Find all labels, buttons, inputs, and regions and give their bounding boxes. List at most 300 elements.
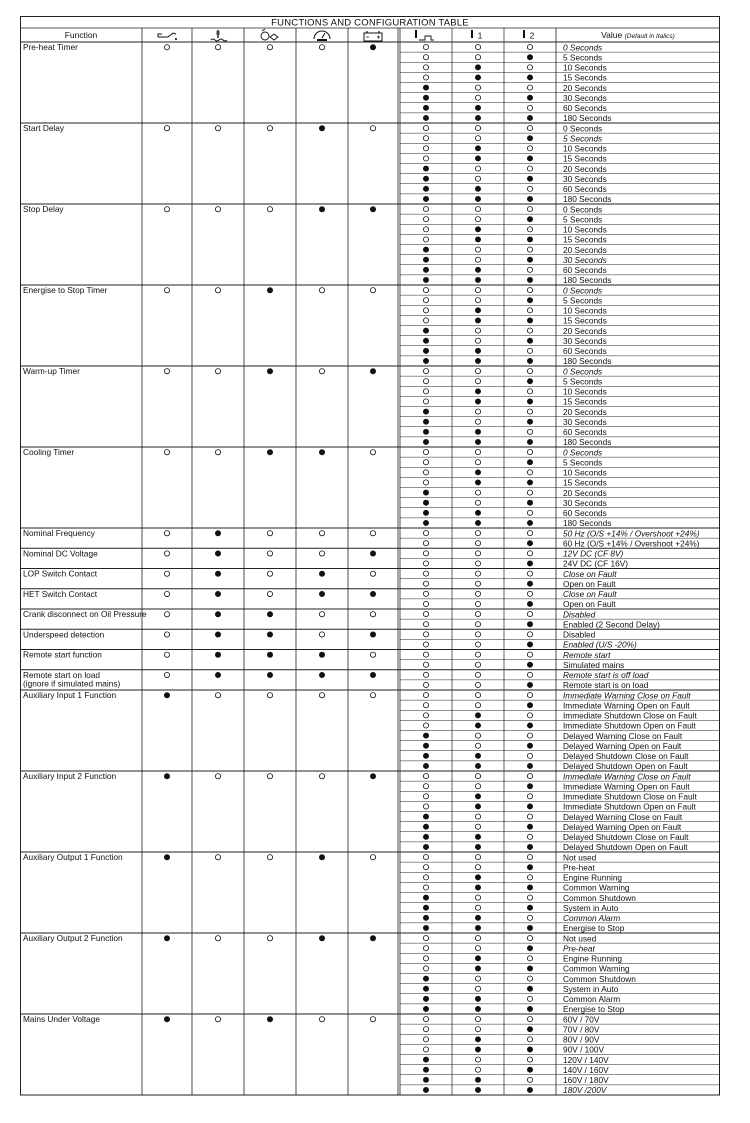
config-switch-dot — [423, 65, 428, 70]
value-option: 24V DC (CF 16V) — [563, 558, 629, 569]
value-option: Delayed Shutdown Close on Fault — [563, 751, 689, 762]
dip-switch-dot — [215, 936, 220, 941]
value-option: 60 Seconds — [563, 346, 607, 357]
config-switch-dot — [527, 692, 532, 697]
coolant-temperature-icon — [211, 30, 227, 41]
value-option: Engine Running — [563, 872, 623, 883]
config-switch-dot — [423, 348, 428, 353]
config-switch-dot — [475, 773, 480, 778]
config-switch-dot — [527, 1057, 532, 1062]
config-switch-dot — [475, 470, 480, 475]
value-default: Close on Fault — [563, 589, 617, 600]
function-name: Underspeed detection — [23, 629, 105, 640]
dip-switch-dot — [319, 591, 324, 596]
dip-switch-dot — [267, 571, 272, 576]
dip-switch-dot — [164, 45, 169, 50]
dip-switch-dot — [215, 551, 220, 556]
config-switch-dot — [475, 561, 480, 566]
config-switch-dot — [475, 601, 480, 606]
value-option: Immediate Shutdown Close on Fault — [563, 791, 697, 802]
config-switch-dot — [475, 1057, 480, 1062]
dip-switch-dot — [215, 126, 220, 131]
value-option: Remote start is on load — [563, 680, 649, 691]
dip-switch-dot — [164, 855, 169, 860]
value-option: 70V / 80V — [563, 1024, 600, 1035]
dip-switch-dot — [319, 855, 324, 860]
config-switch-dot — [475, 1037, 480, 1042]
config-switch-dot — [423, 1067, 428, 1072]
config-switch-dot — [527, 1077, 532, 1082]
config-switch-dot — [423, 490, 428, 495]
config-switch-dot — [527, 510, 532, 515]
config-switch-dot — [423, 804, 428, 809]
config-switch-dot — [475, 824, 480, 829]
config-switch-dot — [475, 976, 480, 981]
config-switch-dot — [423, 986, 428, 991]
config-switch-dot — [423, 95, 428, 100]
value-option: 180 Seconds — [563, 113, 612, 124]
dip-switch-dot — [319, 45, 324, 50]
config-switch-dot — [423, 237, 428, 242]
value-option: 180 Seconds — [563, 437, 612, 448]
config-switch-dot — [423, 672, 428, 677]
config-switch-dot — [423, 85, 428, 90]
config-switch-dot — [423, 358, 428, 363]
config-switch-dot — [475, 1006, 480, 1011]
value-default: Immediate Warning Close on Fault — [563, 771, 691, 782]
value-option: 10 Seconds — [563, 305, 607, 316]
config-switch-dot — [475, 733, 480, 738]
config-switch-dot — [475, 622, 480, 627]
function-name: Remote start function — [23, 649, 102, 660]
config-switch-dot — [527, 277, 532, 282]
dip-switch-dot — [215, 288, 220, 293]
value-option: 60 Seconds — [563, 508, 607, 519]
config-switch-dot — [527, 156, 532, 161]
config-switch-dot — [475, 885, 480, 890]
dip-switch-dot — [164, 632, 169, 637]
config-switch-dot — [475, 500, 480, 505]
config-switch-dot — [475, 915, 480, 920]
config-switch-dot — [475, 510, 480, 515]
config-switch-dot — [423, 186, 428, 191]
config-switch-dot — [475, 176, 480, 181]
config-switch-dot — [423, 55, 428, 60]
config-switch-dot — [475, 875, 480, 880]
dip-switch-dot — [164, 672, 169, 677]
config-switch-dot — [527, 784, 532, 789]
config-switch-dot — [527, 804, 532, 809]
config-switch-dot — [475, 217, 480, 222]
value-option: 5 Seconds — [563, 52, 603, 63]
config-switch-dot — [423, 885, 428, 890]
config-switch-dot — [475, 703, 480, 708]
config-switch-dot — [527, 490, 532, 495]
config-switch-dot — [527, 672, 532, 677]
config-switch-dot — [475, 925, 480, 930]
dip-switch-dot — [215, 369, 220, 374]
dip-switch-dot — [319, 632, 324, 637]
value-option: Delayed Shutdown Open on Fault — [563, 842, 688, 853]
config-switch-dot — [475, 784, 480, 789]
value-option: 15 Seconds — [563, 315, 607, 326]
config-switch-dot — [527, 773, 532, 778]
value-option: 60 Seconds — [563, 265, 607, 276]
config-switch-dot — [527, 642, 532, 647]
value-option: Common Shutdown — [563, 973, 636, 984]
dip-switch-dot — [164, 652, 169, 657]
config-switch-dot — [475, 814, 480, 819]
value-option: 60 Seconds — [563, 103, 607, 114]
config-switch-dot — [475, 642, 480, 647]
config-switch-dot — [527, 865, 532, 870]
config-switch-dot — [527, 500, 532, 505]
dip-switch-dot — [164, 774, 169, 779]
value-option: 140V / 160V — [563, 1064, 609, 1075]
config-switch-dot — [475, 44, 480, 49]
config-switch-dot — [423, 419, 428, 424]
config-switch-dot — [423, 389, 428, 394]
value-option: Immediate Shutdown Open on Fault — [563, 720, 696, 731]
config-switch-dot — [475, 632, 480, 637]
config-switch-dot — [527, 1016, 532, 1021]
config-switch-dot — [423, 581, 428, 586]
function-header: Function — [64, 30, 98, 40]
config-switch-dot — [423, 611, 428, 616]
config-switch-dot — [527, 622, 532, 627]
value-option: 120V / 140V — [563, 1054, 609, 1065]
value-option: 5 Seconds — [563, 457, 603, 468]
value-option: 10 Seconds — [563, 386, 607, 397]
config-switch-dot — [423, 368, 428, 373]
config-switch-dot — [527, 601, 532, 606]
config-switch-dot — [423, 298, 428, 303]
config-switch-dot — [475, 65, 480, 70]
value-option: 180 Seconds — [563, 356, 612, 367]
dip-switch-dot — [370, 612, 375, 617]
config-switch-dot — [475, 956, 480, 961]
dip-switch-dot — [319, 369, 324, 374]
config-switch-dot — [423, 318, 428, 323]
value-option: 90V / 100V — [563, 1044, 605, 1055]
value-default: 0 Seconds — [563, 42, 603, 53]
value-default: 0 Seconds — [563, 285, 603, 296]
config-switch-dot — [475, 247, 480, 252]
config-switch-dot — [475, 409, 480, 414]
config-switch-dot — [527, 713, 532, 718]
config-switch-dot — [423, 1037, 428, 1042]
value-option: 5 Seconds — [563, 295, 603, 306]
config-switch-dot — [527, 561, 532, 566]
value-option: 0 Seconds — [563, 204, 603, 215]
dip-switch-dot — [267, 45, 272, 50]
value-option: 5 Seconds — [563, 214, 603, 225]
config-switch-dot — [527, 166, 532, 171]
value-default: 5 Seconds — [563, 133, 603, 144]
config-switch-dot — [475, 156, 480, 161]
config-switch-dot — [527, 1027, 532, 1032]
config-switch-dot — [475, 794, 480, 799]
function-name: Nominal DC Voltage — [23, 548, 98, 559]
config-switch-dot — [423, 439, 428, 444]
value-header-note: (Default in Italics) — [624, 33, 675, 40]
config-switch-dot — [527, 703, 532, 708]
dip-switch-dot — [267, 551, 272, 556]
config-switch-dot — [527, 480, 532, 485]
config-switch-dot — [475, 672, 480, 677]
config-switch-dot — [527, 814, 532, 819]
dip-switch-dot — [319, 936, 324, 941]
config-switch-dot — [527, 247, 532, 252]
config-switch-dot — [527, 318, 532, 323]
value-option: Delayed Warning Close on Fault — [563, 730, 683, 741]
dip-switch-dot — [319, 207, 324, 212]
value-option: 15 Seconds — [563, 153, 607, 164]
config-switch-dot — [475, 1027, 480, 1032]
config-switch-dot — [423, 794, 428, 799]
dip-switch-dot — [267, 1017, 272, 1022]
value-default: 30 Seconds — [563, 254, 607, 265]
dip-switch-dot — [370, 591, 375, 596]
config-switch-dot — [423, 956, 428, 961]
value-option: 20 Seconds — [563, 244, 607, 255]
value-option: Delayed Warning Close on Fault — [563, 811, 683, 822]
config-switch-dot — [527, 834, 532, 839]
config-switch-dot — [475, 429, 480, 434]
dip-switch-dot — [319, 288, 324, 293]
function-name: Cooling Timer — [23, 447, 75, 457]
config-switch-dot — [527, 733, 532, 738]
config-switch-dot — [527, 217, 532, 222]
config-switch-dot — [527, 65, 532, 70]
crank-disconnect-icon — [261, 29, 278, 40]
config-switch-dot — [527, 763, 532, 768]
value-option: 20 Seconds — [563, 82, 607, 93]
config-switch-dot — [527, 996, 532, 1001]
dip-switch-dot — [370, 288, 375, 293]
config-switch-dot — [475, 652, 480, 657]
dip-switch-dot — [215, 207, 220, 212]
table-title: FUNCTIONS AND CONFIGURATION TABLE — [271, 17, 469, 29]
config-switch-dot — [423, 784, 428, 789]
configuration-table — [20, 16, 720, 1102]
config-switch-dot — [527, 915, 532, 920]
config-switch-dot — [423, 277, 428, 282]
config-switch-dot — [527, 986, 532, 991]
dip-switch-dot — [215, 531, 220, 536]
value-option: 0 Seconds — [563, 123, 603, 134]
switch-2-icon — [524, 30, 535, 41]
function-name: Start Delay — [23, 123, 65, 133]
value-option: Open on Fault — [563, 578, 616, 589]
config-switch-dot — [475, 298, 480, 303]
config-switch-dot — [475, 480, 480, 485]
dip-switch-dot — [215, 571, 220, 576]
config-switch-dot — [423, 75, 428, 80]
config-switch-dot — [475, 743, 480, 748]
config-switch-dot — [527, 530, 532, 535]
config-switch-dot — [527, 176, 532, 181]
config-switch-dot — [423, 915, 428, 920]
config-switch-dot — [423, 470, 428, 475]
config-switch-dot — [475, 571, 480, 576]
dip-switch-dot — [267, 672, 272, 677]
dip-switch-dot — [215, 632, 220, 637]
value-option: 60 Hz (O/S +14% / Overshoot +24%) — [563, 538, 700, 549]
config-switch-dot — [475, 227, 480, 232]
config-switch-dot — [527, 895, 532, 900]
config-switch-dot — [475, 146, 480, 151]
dip-switch-dot — [370, 207, 375, 212]
oil-pressure-icon — [158, 33, 177, 40]
config-switch-dot — [527, 520, 532, 525]
dip-switch-dot — [370, 632, 375, 637]
config-switch-dot — [527, 308, 532, 313]
config-switch-dot — [423, 946, 428, 951]
config-switch-dot — [527, 1047, 532, 1052]
config-switch-dot — [527, 460, 532, 465]
config-switch-dot — [423, 196, 428, 201]
value-option: Simulated mains — [563, 659, 625, 670]
dip-switch-dot — [215, 693, 220, 698]
config-switch-dot — [423, 44, 428, 49]
config-switch-dot — [527, 409, 532, 414]
config-switch-dot — [423, 520, 428, 525]
config-switch-dot — [527, 956, 532, 961]
config-switch-dot — [527, 611, 532, 616]
dip-switch-dot — [164, 693, 169, 698]
function-name: Auxiliary Input 1 Function — [23, 690, 117, 700]
config-switch-dot — [423, 642, 428, 647]
value-option: Open on Fault — [563, 599, 616, 610]
config-switch-dot — [423, 824, 428, 829]
config-switch-dot — [527, 348, 532, 353]
config-switch-dot — [475, 662, 480, 667]
value-default: Remote start is off load — [563, 670, 649, 681]
config-switch-dot — [475, 490, 480, 495]
dip-switch-dot — [215, 1017, 220, 1022]
functions-configuration-table — [20, 16, 720, 1102]
dip-switch-dot — [319, 571, 324, 576]
function-name: Crank disconnect on Oil Pressure — [23, 609, 147, 619]
config-switch-dot — [423, 692, 428, 697]
config-switch-dot — [423, 1006, 428, 1011]
config-switch-dot — [423, 844, 428, 849]
config-switch-dot — [475, 541, 480, 546]
dip-switch-dot — [370, 1017, 375, 1022]
config-switch-dot — [527, 55, 532, 60]
dip-switch-dot — [319, 693, 324, 698]
value-option: Disabled — [563, 629, 596, 640]
config-switch-dot — [423, 308, 428, 313]
value-option: Immediate Warning Open on Fault — [563, 700, 690, 711]
config-switch-dot — [423, 409, 428, 414]
config-switch-dot — [423, 227, 428, 232]
function-name: HET Switch Contact — [23, 588, 98, 599]
dip-switch-dot — [164, 551, 169, 556]
dip-switch-dot — [370, 369, 375, 374]
dip-switch-dot — [319, 450, 324, 455]
value-option: 30 Seconds — [563, 173, 607, 184]
dip-switch-dot — [267, 591, 272, 596]
config-switch-dot — [475, 318, 480, 323]
config-switch-dot — [423, 176, 428, 181]
config-switch-dot — [527, 743, 532, 748]
value-option: Delayed Warning Open on Fault — [563, 740, 682, 751]
config-switch-dot — [423, 601, 428, 606]
config-switch-dot — [423, 966, 428, 971]
config-switch-dot — [423, 217, 428, 222]
config-switch-dot — [475, 267, 480, 272]
config-switch-dot — [475, 85, 480, 90]
value-default: Enabled (U/S -20%) — [563, 639, 637, 650]
dip-switch-dot — [215, 774, 220, 779]
function-name: LOP Switch Contact — [23, 568, 98, 579]
dip-switch-dot — [267, 288, 272, 293]
dip-switch-dot — [215, 450, 220, 455]
function-name: Mains Under Voltage — [23, 1014, 101, 1024]
config-switch-dot — [527, 875, 532, 880]
function-name: Pre-heat Timer — [23, 42, 78, 52]
config-switch-dot — [527, 449, 532, 454]
config-switch-dot — [475, 206, 480, 211]
config-switch-dot — [527, 470, 532, 475]
value-option: 15 Seconds — [563, 396, 607, 407]
config-switch-dot — [423, 287, 428, 292]
config-switch-dot — [475, 581, 480, 586]
config-switch-dot — [475, 611, 480, 616]
config-switch-dot — [475, 905, 480, 910]
value-option: Not used — [563, 852, 597, 863]
dip-switch-dot — [370, 45, 375, 50]
config-switch-dot — [527, 581, 532, 586]
dip-switch-dot — [215, 855, 220, 860]
dip-switch-dot — [370, 693, 375, 698]
config-switch-dot — [423, 166, 428, 171]
value-default: Pre-heat — [563, 943, 595, 954]
config-switch-dot — [475, 287, 480, 292]
value-option: Common Alarm — [563, 994, 621, 1005]
config-switch-dot — [423, 510, 428, 515]
config-switch-dot — [527, 652, 532, 657]
value-option: 10 Seconds — [563, 62, 607, 73]
config-switch-dot — [423, 571, 428, 576]
config-switch-dot — [527, 541, 532, 546]
value-option: 60V / 70V — [563, 1014, 600, 1025]
dip-switch-dot — [370, 672, 375, 677]
dip-switch-dot — [164, 369, 169, 374]
dip-switch-dot — [164, 1017, 169, 1022]
config-switch-dot — [423, 996, 428, 1001]
config-switch-dot — [475, 692, 480, 697]
config-switch-dot — [527, 551, 532, 556]
function-name: Energise to Stop Timer — [23, 285, 108, 295]
config-switch-dot — [423, 713, 428, 718]
dip-switch-dot — [267, 652, 272, 657]
config-switch-dot — [475, 682, 480, 687]
value-option: 10 Seconds — [563, 224, 607, 235]
config-switch-dot — [475, 1047, 480, 1052]
config-switch-dot — [423, 500, 428, 505]
config-switch-dot — [527, 186, 532, 191]
config-switch-dot — [527, 267, 532, 272]
value-option: Delayed Warning Open on Fault — [563, 821, 682, 832]
dip-switch-dot — [267, 855, 272, 860]
config-switch-dot — [527, 85, 532, 90]
config-switch-dot — [423, 480, 428, 485]
config-switch-dot — [527, 389, 532, 394]
config-switch-dot — [423, 1087, 428, 1092]
